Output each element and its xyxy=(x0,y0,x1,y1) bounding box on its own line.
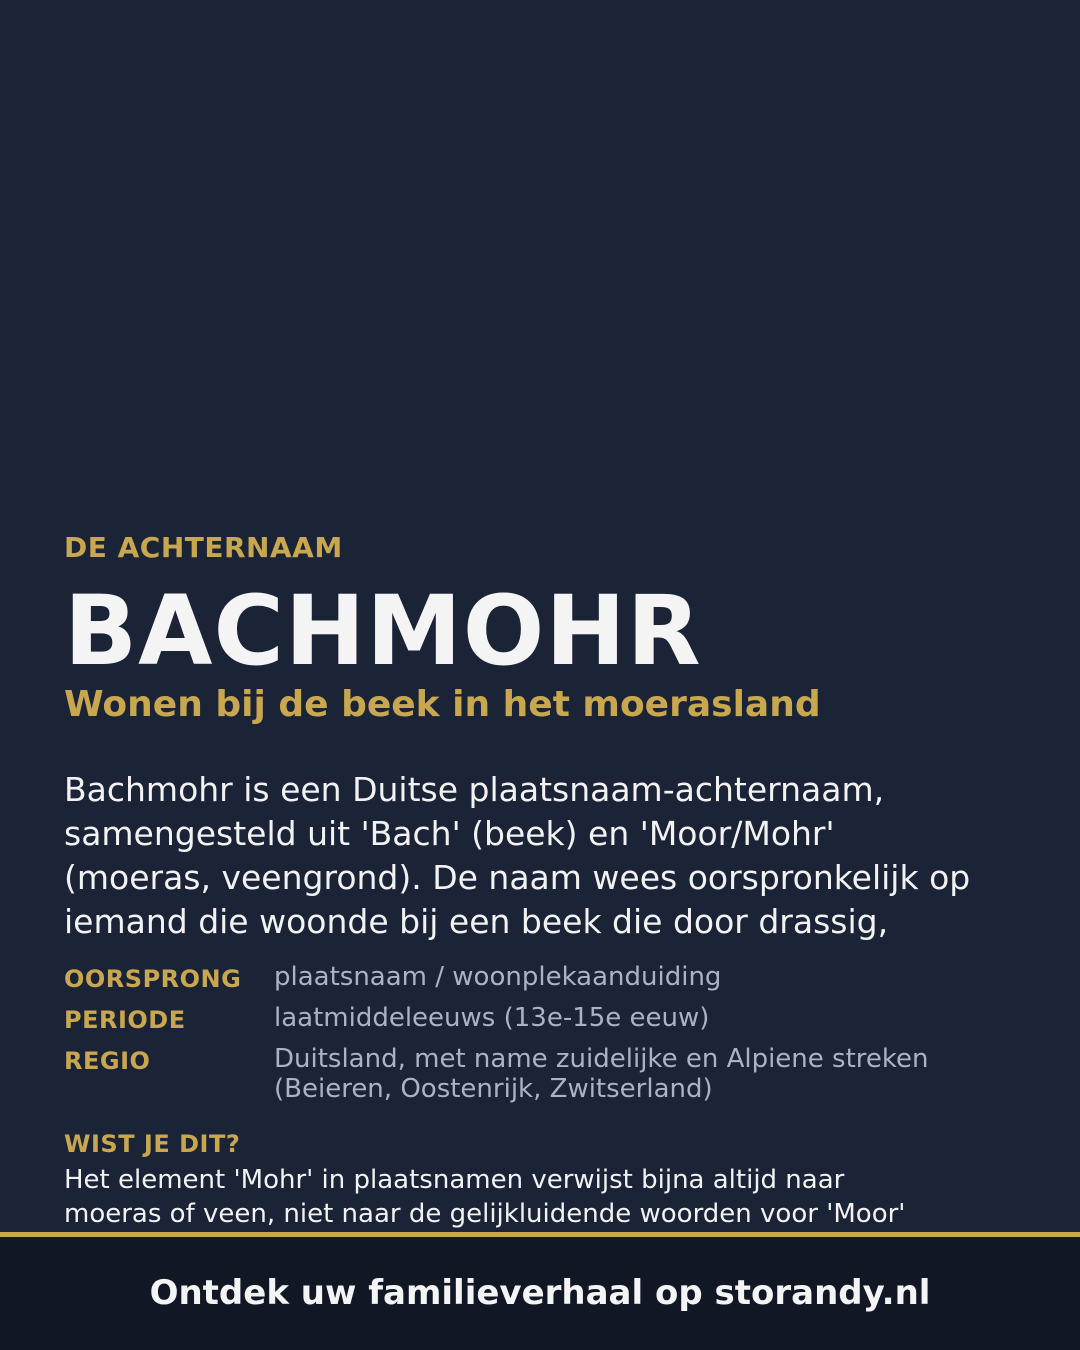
footer-cta: Ontdek uw familieverhaal op storandy.nl xyxy=(149,1273,931,1313)
fact-origin xyxy=(64,962,1024,992)
facts-list xyxy=(64,962,1024,1115)
fact-label: REGIO xyxy=(64,1047,151,1075)
fact-label: PERIODE xyxy=(64,1006,186,1034)
intro-paragraph xyxy=(64,768,1024,944)
fact-period xyxy=(64,1003,1024,1033)
footer-bar xyxy=(0,1232,1080,1350)
fact-value-line: plaatsnaam / woonplekaanduiding xyxy=(274,962,722,992)
intro-line: iemand die woonde bij een beek die door drassig, xyxy=(64,902,889,941)
fact-value xyxy=(274,1044,1024,1104)
did-you-know-line: Het element 'Mohr' in plaatsnamen verwijst bijna altijd naar xyxy=(64,1165,845,1195)
fact-value-line: (Beieren, Oostenrijk, Zwitserland) xyxy=(274,1074,713,1104)
intro-line: Bachmohr is een Duitse plaatsnaam-achternaam, xyxy=(64,770,885,809)
did-you-know-line: moeras of veen, niet naar de gelijkluidende woorden voor 'Moor' xyxy=(64,1199,906,1229)
fact-label: OORSPRONG xyxy=(64,965,242,993)
eyebrow-label: DE ACHTERNAAM xyxy=(64,531,343,564)
fact-region xyxy=(64,1044,1024,1104)
fact-value-line: laatmiddeleeuws (13e-15e eeuw) xyxy=(274,1003,710,1033)
did-you-know-text xyxy=(64,1163,1024,1229)
intro-line: (moeras, veengrond). De naam wees oorspronkelijk op xyxy=(64,858,971,897)
surname-title: BACHMOHR xyxy=(64,575,702,687)
did-you-know-heading: WIST JE DIT? xyxy=(64,1130,241,1158)
intro-line: samengesteld uit 'Bach' (beek) en 'Moor/Mohr' xyxy=(64,814,835,853)
fact-value-line: Duitsland, met name zuidelijke en Alpiene streken xyxy=(274,1044,929,1074)
fact-value xyxy=(274,1003,1024,1033)
surname-tagline: Wonen bij de beek in het moerasland xyxy=(64,684,821,725)
fact-value xyxy=(274,962,1024,992)
